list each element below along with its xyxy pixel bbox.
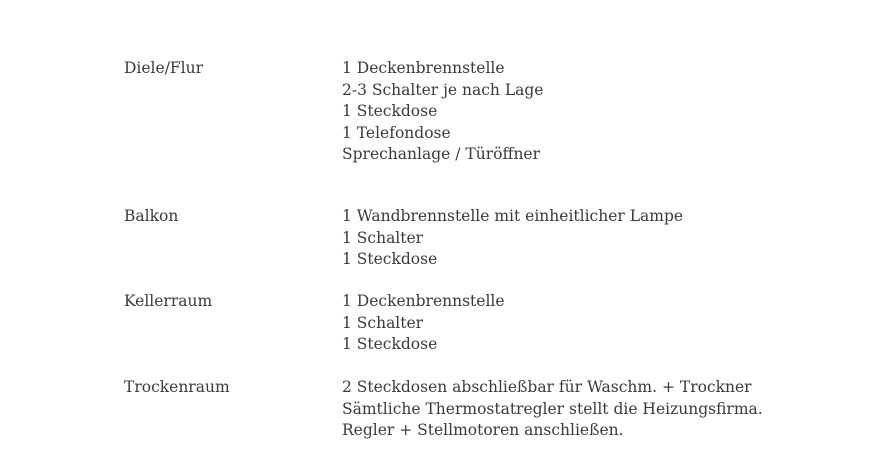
list-item: Regler + Stellmotoren anschließen. [342,421,624,439]
list-item: 2 Steckdosen abschließbar für Waschm. + Trockner [342,378,752,396]
list-item: 1 Steckdose [342,250,438,268]
item-list [342,206,683,271]
list-item: Sämtliche Thermostatregler stellt die Heizungsfirma. [342,399,763,418]
item-list [342,291,505,356]
list-item: 2-3 Schalter je nach Lage [342,80,544,99]
list-item: 1 Deckenbrennstelle [342,292,505,310]
room-label: Trockenraum [124,378,230,396]
room-label: Diele/Flur [124,59,204,77]
item-list [342,377,763,442]
room-label: Balkon [124,207,179,225]
list-item: 1 Wandbrennstelle mit einheitlicher Lampe [342,207,684,225]
list-item: 1 Deckenbrennstelle [342,59,505,77]
item-list [342,58,543,166]
list-item: 1 Schalter [342,313,424,332]
list-item: Sprechanlage / Türöffner [342,145,541,163]
room-label: Kellerraum [124,292,213,310]
list-item: 1 Schalter [342,228,424,247]
list-item: 1 Steckdose [342,102,438,120]
list-item: 1 Steckdose [342,335,438,353]
list-item: 1 Telefondose [342,123,451,142]
